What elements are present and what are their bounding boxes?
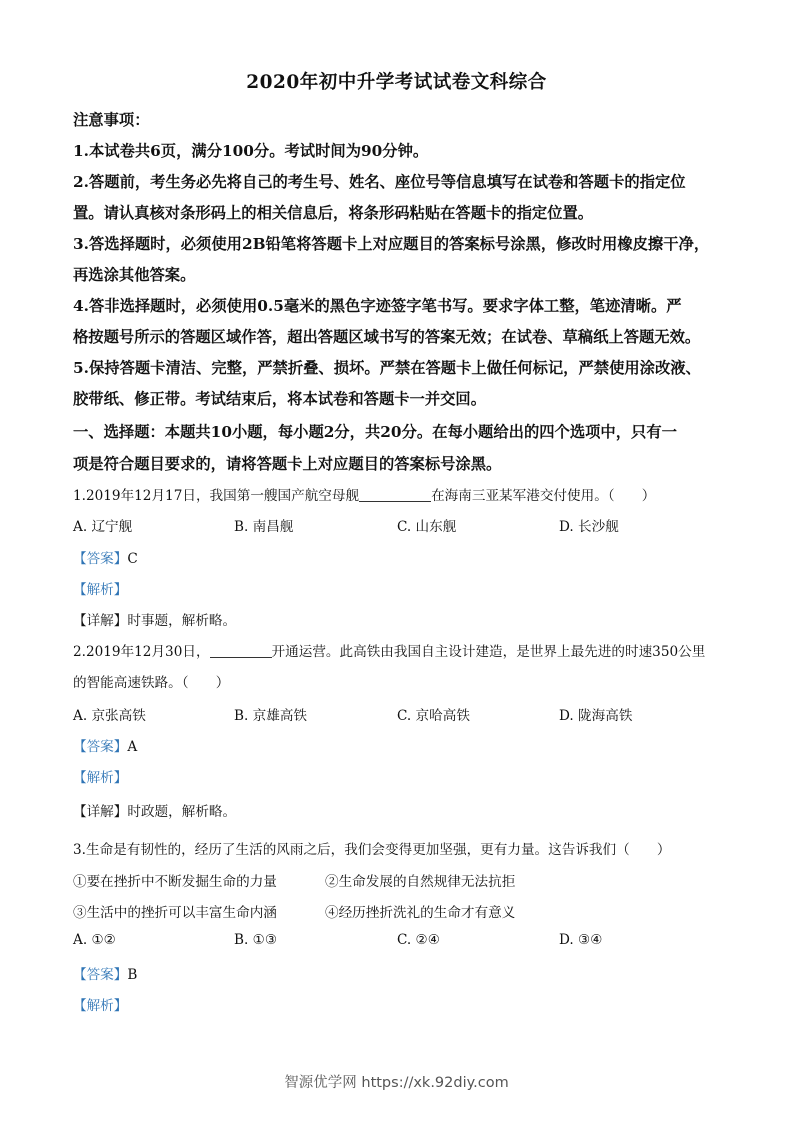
q2-stem-line-1 [73,640,705,660]
q3-statement-2: ②生命发展的自然规律无法抗拒 [325,874,516,890]
notice-line-4: 3.答选择题时，必须使用2B铅笔将答题卡上对应题目的答案标号涂黑，修改时用橡皮擦干净， [73,235,710,253]
q3-analysis-label: 【解析】 [73,998,128,1014]
q1-stem-b: 在海南三亚某军港交付使用。（ ） [431,488,656,504]
q1-option-a: A. 辽宁舰 [73,519,133,535]
q2-stem-b: 开通运营。此高铁由我国自主设计建造，是世界上最先进的时速350公里 [271,644,706,660]
q2-detail-label: 【详解】 [73,804,128,820]
section-heading-2: 项是符合题目要求的，请将答题卡上对应题目的答案标号涂黑。 [73,455,502,473]
q3-statement-3: ③生活中的挫折可以丰富生命内涵 [73,905,277,921]
notice-heading: 注意事项： [73,111,150,129]
q1-detail [73,609,236,629]
q2-option-b: B. 京雄高铁 [234,708,308,724]
q3-answer-value: B [127,967,138,983]
q3-statement-4: ④经历挫折洗礼的生命才有意义 [325,905,516,921]
notice-line-1: 1.本试卷共6页，满分100分。考试时间为90分钟。 [73,142,429,160]
q1-blank [359,487,431,502]
q2-answer-label: 【答案】 [73,739,128,755]
q1-answer [73,547,138,567]
q2-option-a: A. 京张高铁 [73,708,146,724]
q2-blank [210,643,272,658]
notice-line-8: 5.保持答题卡清洁、完整，严禁折叠、损坏。严禁在答题卡上做任何标记，严禁使用涂改液、 [73,359,701,377]
q3-answer [73,963,137,983]
q1-detail-label: 【详解】 [73,613,128,629]
q3-option-a: A. ①② [73,932,116,948]
q2-answer-value: A [127,739,138,755]
q2-stem-a: 2.2019年12月30日， [73,644,210,660]
q1-stem-a: 1.2019年12月17日，我国第一艘国产航空母舰 [73,488,360,504]
q1-detail-text: 时事题，解析略。 [127,613,237,629]
q2-detail-text: 时政题，解析略。 [127,804,237,820]
q2-stem-line-2: 的智能高速铁路。（ ） [73,675,230,691]
notice-line-6: 4.答非选择题时，必须使用0.5毫米的黑色字迹签字笔书写。要求字体工整，笔迹清晰。严 [73,297,682,315]
q2-option-d: D. 陇海高铁 [559,708,633,724]
notice-line-5: 再选涂其他答案。 [73,266,196,284]
q3-stem: 3.生命是有韧性的，经历了生活的风雨之后，我们会变得更加坚强，更有力量。这告诉我们（ ） [73,842,671,858]
q1-answer-value: C [127,551,138,567]
notice-line-9: 胶带纸、修正带。考试结束后，将本试卷和答题卡一并交回。 [73,390,487,408]
q2-option-c: C. 京哈高铁 [397,708,470,724]
notice-line-3: 置。请认真核对条形码上的相关信息后，将条形码粘贴在答题卡的指定位置。 [73,204,594,222]
q1-option-b: B. 南昌舰 [234,519,294,535]
q1-analysis-label: 【解析】 [73,582,128,598]
q2-analysis-label: 【解析】 [73,770,128,786]
q1-option-c: C. 山东舰 [397,519,457,535]
q3-option-c: C. ②④ [397,932,440,948]
q3-answer-label: 【答案】 [73,967,128,983]
q3-statement-1: ①要在挫折中不断发掘生命的力量 [73,874,277,890]
q3-option-b: B. ①③ [234,932,278,948]
q1-stem [73,484,655,504]
footer-watermark: 智源优学网 https://xk.92diy.com [284,1075,509,1091]
page-title: 2020年初中升学考试试卷文科综合 [246,72,547,93]
q1-answer-label: 【答案】 [73,551,128,567]
notice-line-7: 格按题号所示的答题区域作答，超出答题区域书写的答案无效；在试卷、草稿纸上答题无效。 [73,328,701,346]
q2-answer [73,735,137,755]
q1-option-d: D. 长沙舰 [559,519,619,535]
section-heading-1: 一、选择题：本题共10小题，每小题2分，共20分。在每小题给出的四个选项中，只有一 [73,423,677,441]
q3-option-d: D. ③④ [559,932,603,948]
q2-detail [73,800,236,820]
notice-line-2: 2.答题前，考生务必先将自己的考生号、姓名、座位号等信息填写在试卷和答题卡的指定位 [73,173,686,191]
